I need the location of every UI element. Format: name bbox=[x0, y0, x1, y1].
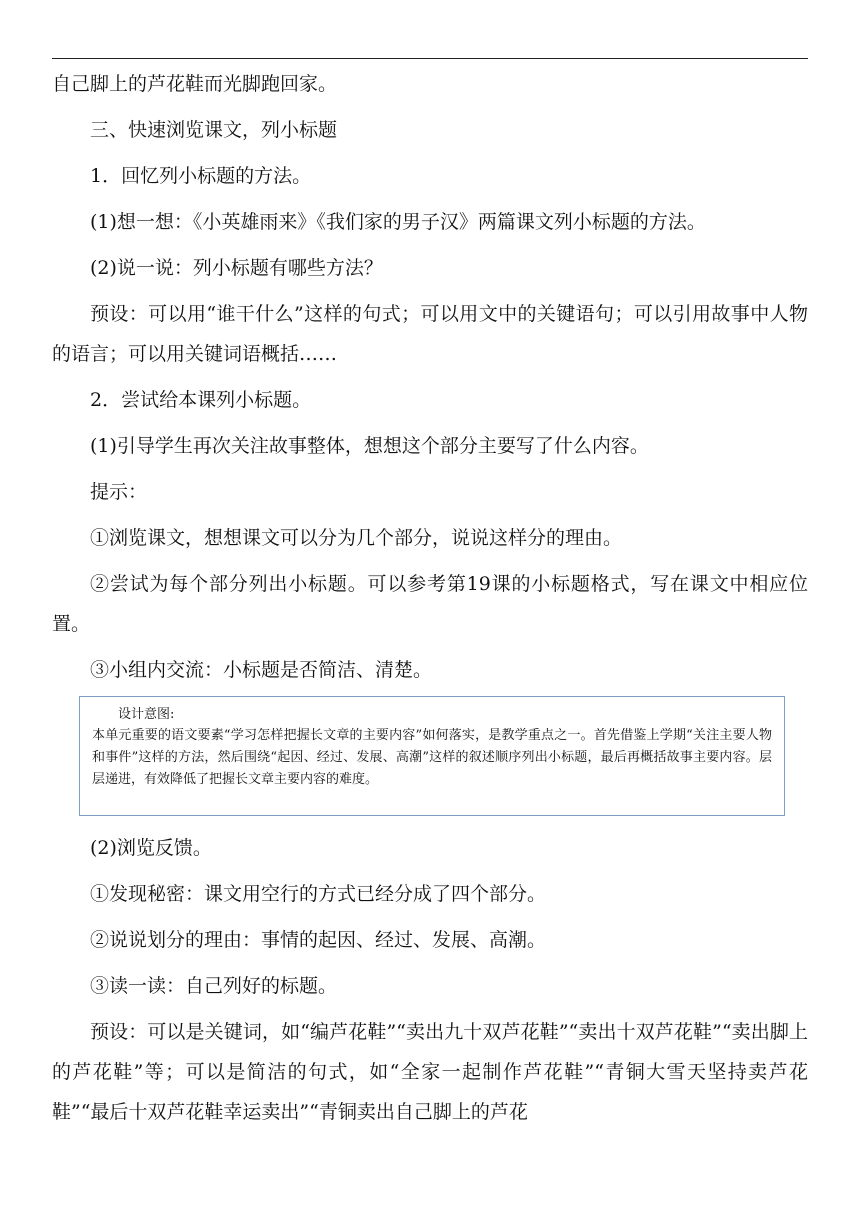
paragraph: ①发现秘密：课文用空行的方式已经分成了四个部分。 bbox=[90, 883, 547, 905]
paragraph: 预设：可以用“谁干什么”这样的句式；可以用文中的关键语句；可以引用故事中人物的语言；可以用关键词语概括…… bbox=[52, 303, 808, 365]
paragraph: 2．尝试给本课列小标题。 bbox=[90, 389, 312, 411]
page-header-rule bbox=[52, 58, 808, 59]
paragraph: 自己脚上的芦花鞋而光脚跑回家。 bbox=[52, 73, 338, 95]
paragraph: ①浏览课文，想想课文可以分为几个部分，说说这样分的理由。 bbox=[90, 527, 623, 549]
paragraph: (2)浏览反馈。 bbox=[90, 837, 212, 859]
paragraph: (1)引导学生再次关注故事整体，想想这个部分主要写了什么内容。 bbox=[90, 435, 649, 457]
paragraph: 1．回忆列小标题的方法。 bbox=[90, 165, 312, 187]
paragraph: ②说说划分的理由：事情的起因、经过、发展、高潮。 bbox=[90, 929, 547, 951]
design-intent-title: 设计意图: bbox=[118, 707, 175, 722]
paragraph: 预设：可以是关键词，如“编芦花鞋”“卖出九十双芦花鞋”“卖出十双芦花鞋”“卖出脚上的芦花鞋”等；可以是简洁的句式，如“全家一起制作芦花鞋”“青铜大雪天坚持卖芦花鞋”“最后十双芦花鞋幸运卖出”“青铜卖出自己脚上的芦花 bbox=[52, 1021, 808, 1123]
paragraph: (2)说一说：列小标题有哪些方法？ bbox=[90, 257, 383, 279]
section-heading: 三、快速浏览课文，列小标题 bbox=[90, 119, 338, 141]
design-intent-body: 本单元重要的语文要素“学习怎样把握长文章的主要内容”如何落实，是教学重点之一。首先借鉴上学期“关注主要人物和事件”这样的方法，然后围绕“起因、经过、发展、高潮”这样的叙述顺序列出小标题，最后再概括故事主要内容。层层递进，有效降低了把握长文章主要内容的难度。 bbox=[92, 728, 772, 787]
paragraph: (1)想一想：《小英雄雨来》《我们家的男子汉》两篇课文列小标题的方法。 bbox=[90, 211, 706, 233]
paragraph: 提示： bbox=[90, 481, 148, 503]
paragraph: ③小组内交流：小标题是否简洁、清楚。 bbox=[90, 659, 433, 681]
design-intent-box bbox=[79, 696, 785, 816]
paragraph: ③读一读：自己列好的标题。 bbox=[90, 975, 338, 997]
document-body bbox=[52, 64, 808, 1138]
paragraph: ②尝试为每个部分列出小标题。可以参考第19课的小标题格式，写在课文中相应位置。 bbox=[52, 573, 808, 635]
